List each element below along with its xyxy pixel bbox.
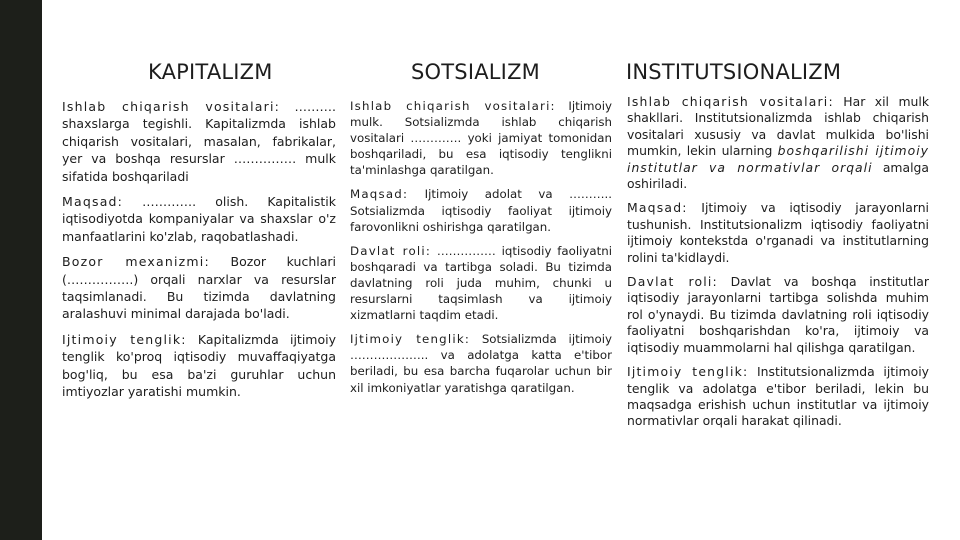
- sotsializm-paragraph-means: [350, 98, 612, 178]
- institutsionalizm-column: [627, 94, 929, 438]
- paragraph-text: Ijtimoiy mulk. Sotsializmda ishlab chiqarish vositalari …………. yoki jamiyat tomonidan boshqariladi, bu esa iqtisodiy tenglikni ta'minlashga qaratilgan.: [350, 99, 612, 178]
- heading-kapitalizm: KAPITALIZM: [148, 60, 273, 84]
- paragraph-label: Maqsad:: [62, 194, 124, 210]
- paragraph-label: Davlat roli:: [350, 243, 431, 258]
- paragraph-text: Davlat va boshqa institutlar iqtisodiy jarayonlarni tartibga solishda muhim rol o'ynaydi. Bu tizimda davlatning roli iqtisodiy faoliyatni boshqarishdan ko'ra, ijtimoiy va iqtisodiy muammolarni hal qilishga qaratilgan.: [627, 274, 929, 355]
- paragraph-label: Maqsad:: [350, 187, 409, 202]
- paragraph-label: Ijtimoiy tenglik:: [350, 332, 471, 347]
- paragraph-text: Institutsionalizmda ijtimoiy tenglik va adolatga e'tibor beriladi, lekin bu maqsadga erishish uchun institutlar va ijtimoiy normativlar orqali harakat qilinadi.: [627, 364, 929, 429]
- paragraph-text-tail: amalga oshiriladi.: [627, 159, 929, 192]
- heading-sotsializm: SOTSIALIZM: [411, 60, 540, 84]
- kapitalizm-paragraph-equality: [62, 331, 336, 401]
- sotsializm-paragraph-goal: [350, 186, 612, 234]
- paragraph-emphasis: boshqarilishi ijtimoiy institutlar va normativlar orqali: [627, 143, 929, 175]
- paragraph-text: Ijtimoiy va iqtisodiy jarayonlarni tushunish. Institutsionalizm iqtisodiy faoliyatni ijtimoiy kontekstda o'rganadi va institutlarning rolini ta'kidlaydi.: [627, 200, 929, 265]
- paragraph-text: Kapitalizmda ijtimoiy tenglik ko'proq iqtisodiy muvaffaqiyatga bog'liq, bu esa ba'zi guruhlar uchun imtiyozlar yaratishi mumkin.: [62, 331, 336, 400]
- institutsionalizm-paragraph-state: [627, 274, 929, 356]
- paragraph-text: …………. olish. Kapitalistik iqtisodiyotda kompaniyalar va shaxslar o'z manfaatlarini ko'zlab, raqobatlashadi.: [62, 194, 336, 244]
- institutsionalizm-paragraph-goal: [627, 200, 929, 266]
- paragraph-label: Bozor mexanizmi:: [62, 254, 210, 270]
- kapitalizm-paragraph-market: [62, 253, 336, 323]
- paragraph-text: ………. shaxslarga tegishli. Kapitalizmda ishlab chiqarish vositalari, masalan, fabrikalar, yer va boshqa resurslar …………… mulk sifatida boshqariladi: [62, 99, 336, 184]
- institutsionalizm-paragraph-means: [627, 94, 929, 192]
- paragraph-label: Maqsad:: [627, 200, 688, 216]
- paragraph-label: Davlat roli:: [627, 274, 718, 290]
- left-accent-bar: [0, 0, 42, 540]
- sotsializm-paragraph-state: [350, 243, 612, 323]
- paragraph-label: Ijtimoiy tenglik:: [62, 331, 187, 347]
- paragraph-text: Ijtimoiy adolat va ……….. Sotsializmda iqtisodiy faoliyat ijtimoiy farovonlikni oshirishga qaratilgan.: [350, 187, 612, 234]
- paragraph-label: Ishlab chiqarish vositalari:: [350, 99, 556, 113]
- sotsializm-paragraph-equality: [350, 331, 612, 395]
- sotsializm-column: [350, 98, 612, 404]
- kapitalizm-column: [62, 98, 336, 409]
- paragraph-text: Har xil mulk shakllari. Institutsionalizmda ishlab chiqarish vositalari xususiy va davlat mulkida bo'lishi mumkin, lekin ularning: [627, 94, 929, 159]
- paragraph-text: Bozor kuchlari (…………….) orqali narxlar va resurslar taqsimlanadi. Bu tizimda davlatning aralashuvi minimal darajada bo'ladi.: [62, 254, 336, 322]
- paragraph-label: Ishlab chiqarish vositalari:: [627, 94, 834, 109]
- kapitalizm-paragraph-means: [62, 98, 336, 185]
- paragraph-text: …………… iqtisodiy faoliyatni boshqaradi va tartibga soladi. Bu tizimda davlatning roli juda muhim, chunki u resurslarni taqsimlash va ijtimoiy xizmatlarni taqdim etadi.: [350, 243, 612, 323]
- paragraph-label: Ishlab chiqarish vositalari:: [62, 99, 281, 114]
- paragraph-label: Ijtimoiy tenglik:: [627, 364, 749, 380]
- kapitalizm-paragraph-goal: [62, 193, 336, 245]
- paragraph-text: Sotsializmda ijtimoiy ……………….. va adolatga katta e'tibor beriladi, bu esa barcha fuqarolar uchun bir xil imkoniyatlar yaratishga qaratilgan.: [350, 332, 612, 395]
- institutsionalizm-paragraph-equality: [627, 364, 929, 430]
- heading-institutsionalizm: INSTITUTSIONALIZM: [626, 60, 842, 84]
